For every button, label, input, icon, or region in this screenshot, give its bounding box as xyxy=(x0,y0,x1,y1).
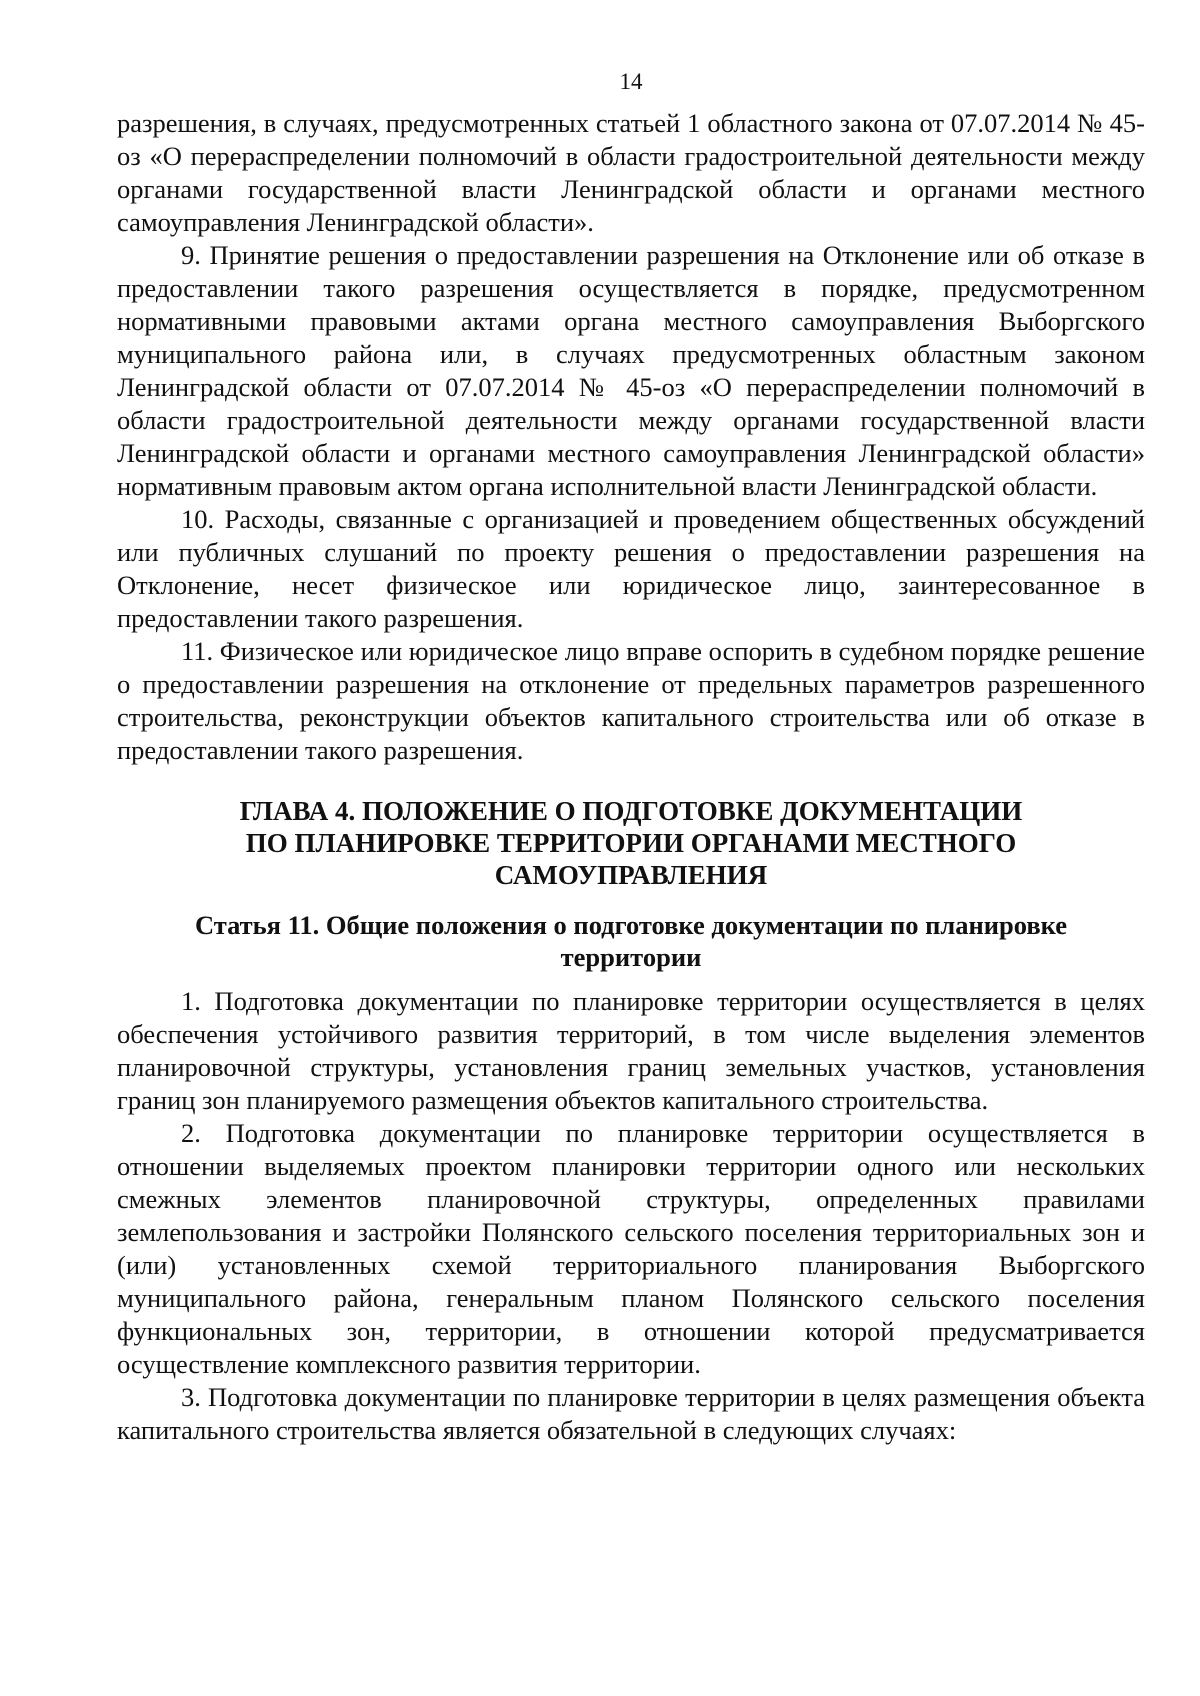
paragraph-item-9: 9. Принятие решения о предоставлении разрешения на Отклонение или об отказе в предоставлении такого разрешения осуществляется в порядке, предусмотренном нормативными правовыми актами органа местного самоуправления Выборгского муниципального района или, в случаях предусмотренных областным законом Ленинградской области от 07.07.2014 № 45-оз «О перераспределении полномочий в области градостроительной деятельности между органами государственной власти Ленинградской области и органами местного самоуправления Ленинградской области» нормативным правовым актом органа исполнительной власти Ленинградской области. xyxy=(117,240,1145,501)
paragraph-item-10: 10. Расходы, связанные с организацией и проведением общественных обсуждений или публичных слушаний по проекту решения о предоставлении разрешения на Отклонение, несет физическое или юридическое лицо, заинтересованное в предоставлении такого разрешения. xyxy=(117,504,1145,633)
document-page xyxy=(117,68,1145,1447)
article-paragraph-2: 2. Подготовка документации по планировке территории осуществляется в отношении выделяемых проектом планировки территории одного или нескольких смежных элементов планировочной структуры, определенных правилами землепользования и застройки Полянского сельского поселения территориальных зон и (или) установленных схемой территориального планирования Выборгского муниципального района, генеральным планом Полянского сельского поселения функциональных зон, территории, в отношении которой предусматривается осуществление комплексного развития территории. xyxy=(117,1118,1145,1379)
chapter-heading xyxy=(117,795,1145,891)
paragraph-continuation: разрешения, в случаях, предусмотренных статьей 1 областного закона от 07.07.2014 № 45-оз «О перераспределении полномочий в области градостроительной деятельности между органами государственной власти Ленинградской области и органами местного самоуправления Ленинградской области». xyxy=(117,108,1145,237)
paragraph-item-11: 11. Физическое или юридическое лицо вправе оспорить в судебном порядке решение о предоставлении разрешения на отклонение от предельных параметров разрешенного строительства, реконструкции объектов капитального строительства или об отказе в предоставлении такого разрешения. xyxy=(117,636,1145,765)
article-heading xyxy=(117,909,1145,973)
page-number: 14 xyxy=(619,69,643,94)
article-heading-line: территории xyxy=(560,942,702,972)
chapter-heading-line: ГЛАВА 4. ПОЛОЖЕНИЕ О ПОДГОТОВКЕ ДОКУМЕНТАЦИИ xyxy=(239,796,1023,826)
chapter-heading-line: САМОУПРАВЛЕНИЯ xyxy=(494,860,768,890)
article-heading-line: Статья 11. Общие положения о подготовке документации по планировке xyxy=(194,910,1068,940)
article-paragraph-1: 1. Подготовка документации по планировке территории осуществляется в целях обеспечения устойчивого развития территорий, в том числе выделения элементов планировочной структуры, установления границ земельных участков, установления границ зон планируемого размещения объектов капитального строительства. xyxy=(117,986,1145,1115)
chapter-heading-line: ПО ПЛАНИРОВКЕ ТЕРРИТОРИИ ОРГАНАМИ МЕСТНОГО xyxy=(245,828,1017,858)
article-paragraph-3: 3. Подготовка документации по планировке территории в целях размещения объекта капитального строительства является обязательной в следующих случаях: xyxy=(117,1382,1145,1445)
